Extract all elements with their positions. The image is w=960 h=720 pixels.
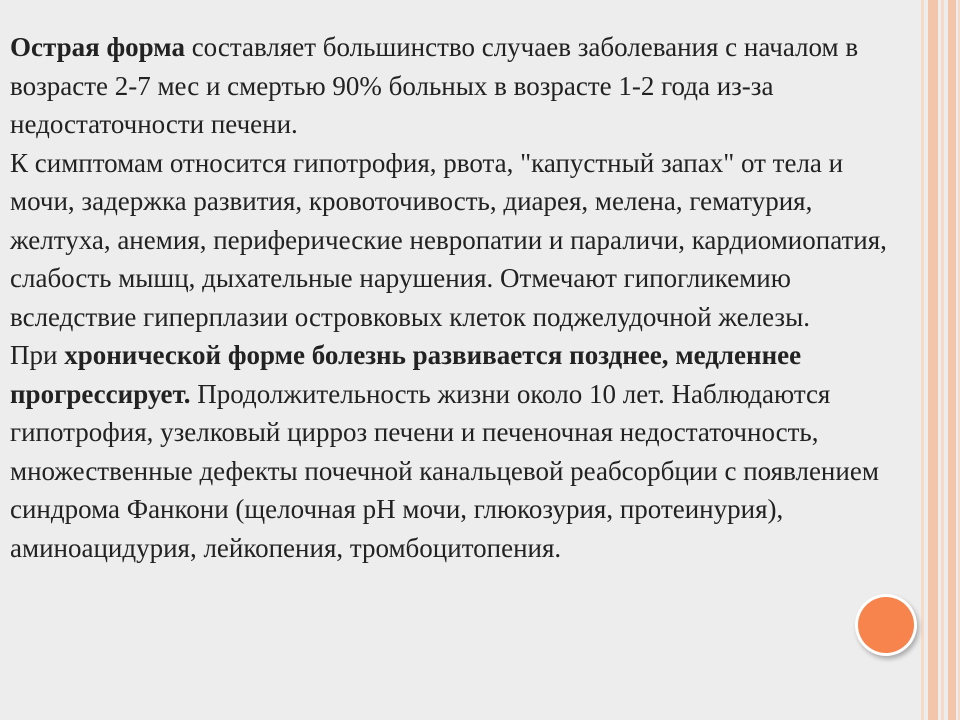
chronic-form-lead: При: [10, 340, 65, 370]
stripe: [921, 0, 924, 720]
acute-form-heading: Острая форма: [10, 32, 185, 62]
slide-body-text: [10, 28, 890, 567]
stripe: [928, 0, 938, 720]
symptoms-text: К симптомам относится гипотрофия, рвота, "капустный запах" от тела и мочи, задержка развития, кровоточивость, диарея, мелена, гематурия, желтуха, анемия, периферические невропатии и параличи, кардиомиопатия, слабость мышц, дыхательные нарушения. Отмечают гипогликемию вследствие гиперплазии островковых клеток поджелудочной железы.: [10, 147, 887, 332]
paragraph-chronic-form: [10, 336, 890, 567]
stripe: [941, 0, 944, 720]
paragraph-symptoms: [10, 144, 890, 337]
orange-circle-decoration: [858, 597, 914, 653]
chronic-form-heading: хронической форме болезнь развивается позднее, медленнее прогрессирует.: [10, 340, 802, 409]
decorative-stripes: [918, 0, 960, 720]
acute-form-text: составляет большинство случаев заболевания с началом в возрасте 2-7 мес и смертью 90% больных в возрасте 1-2 года из-за недостаточности печени.: [10, 32, 859, 139]
paragraph-acute-form: [10, 28, 890, 144]
chronic-form-text: Продолжительность жизни около 10 лет. Наблюдаются гипотрофия, узелковый цирроз печени и печеночная недостаточность, множественные дефекты почечной канальцевой реабсорбции с появлением синдрома Фанкони (щелочная рН мочи, глюкозурия, протеинурия), аминоацидурия, лейкопения, тромбоцитопения.: [10, 378, 879, 563]
stripe: [948, 0, 956, 720]
